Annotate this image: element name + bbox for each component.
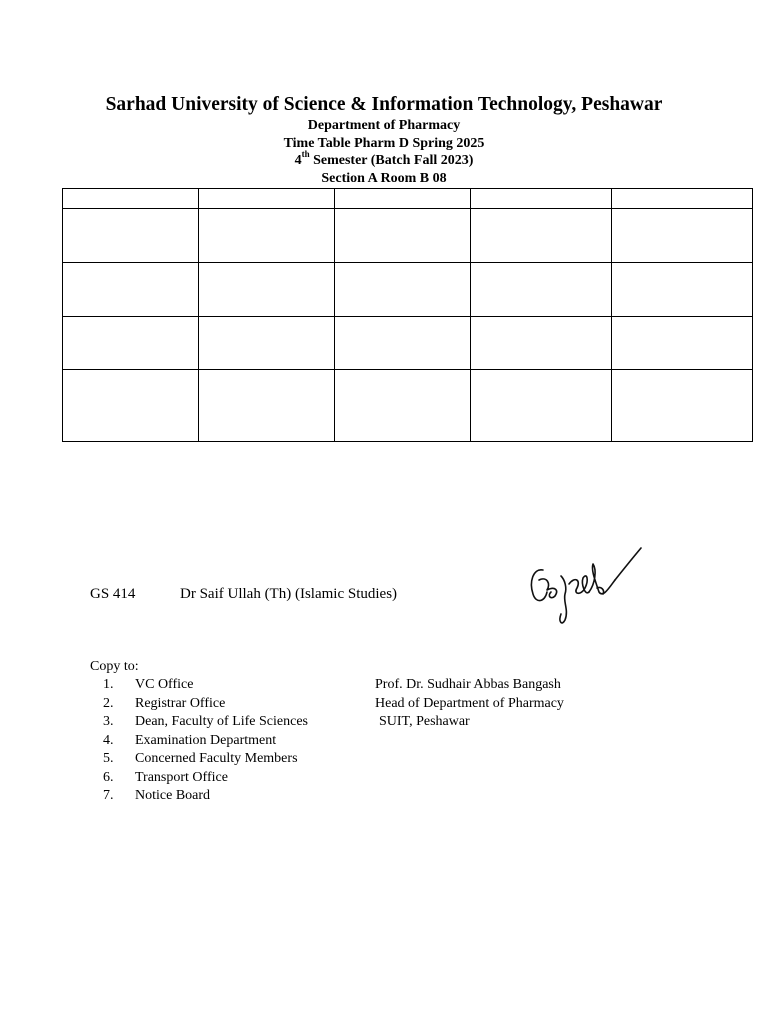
semester-ordinal-suffix: th (301, 149, 310, 160)
table-cell (63, 370, 199, 442)
semester-text: Semester (Batch Fall 2023) (309, 153, 474, 168)
copy-to-label: Copy to: (90, 659, 139, 674)
signatory-designation: Head of Department of Pharmacy (375, 695, 564, 711)
list-text: VC Office (135, 677, 194, 692)
table-cell (612, 317, 753, 370)
signatory-name: Prof. Dr. Sudhair Abbas Bangash (375, 677, 561, 692)
table-cell (199, 209, 335, 263)
table-cell (612, 189, 753, 209)
table-row (63, 317, 753, 370)
list-number: 2. (103, 695, 114, 711)
table-cell (335, 317, 471, 370)
table-row (63, 189, 753, 209)
list-item (90, 732, 308, 751)
list-item (90, 750, 308, 769)
semester-number: 4 (294, 153, 302, 168)
list-text: Examination Department (135, 732, 277, 748)
timetable-grid (62, 188, 753, 442)
list-number: 1. (103, 677, 114, 692)
course-assignment (90, 586, 397, 603)
table-cell (471, 317, 612, 370)
table-cell (612, 370, 753, 442)
table-cell (63, 317, 199, 370)
table-cell (471, 370, 612, 442)
table-cell (612, 263, 753, 317)
table-cell (199, 317, 335, 370)
section-room: Section A Room B 08 (321, 171, 447, 186)
list-item (90, 676, 308, 695)
course-code: GS 414 (90, 586, 136, 602)
table-cell (63, 263, 199, 317)
table-cell (612, 209, 753, 263)
department-name: Department of Pharmacy (307, 118, 461, 133)
table-cell (471, 209, 612, 263)
table-cell (199, 263, 335, 317)
handwritten-signature (525, 540, 650, 628)
table-cell (335, 189, 471, 209)
signatory-institution: SUIT, Peshawar (379, 714, 470, 729)
list-number: 5. (103, 751, 114, 766)
table-cell (199, 189, 335, 209)
list-number: 6. (103, 769, 114, 785)
list-item (90, 713, 308, 732)
table-cell (471, 263, 612, 317)
timetable-title: Time Table Pharm D Spring 2025 (283, 136, 485, 151)
signatory-block (375, 676, 564, 732)
course-instructor: Dr Saif Ullah (Th) (Islamic Studies) (180, 586, 398, 602)
list-text: Concerned Faculty Members (135, 751, 298, 766)
table-cell (63, 209, 199, 263)
table-row (63, 263, 753, 317)
table-cell (335, 263, 471, 317)
list-text: Transport Office (135, 769, 228, 785)
list-text: Dean, Faculty of Life Sciences (135, 714, 308, 729)
table-row (63, 370, 753, 442)
list-number: 4. (103, 732, 114, 748)
semester-line (0, 149, 768, 170)
distribution-list (90, 676, 308, 806)
table-row (63, 209, 753, 263)
table-cell (471, 189, 612, 209)
table-cell (335, 209, 471, 263)
table-cell (199, 370, 335, 442)
list-item (90, 787, 308, 806)
list-item (90, 769, 308, 788)
table-cell (335, 370, 471, 442)
list-item (90, 695, 308, 714)
list-number: 3. (103, 714, 114, 729)
list-text: Notice Board (135, 788, 211, 803)
list-number: 7. (103, 788, 114, 803)
university-title: Sarhad University of Science & Information Technology, Peshawar (105, 94, 663, 115)
list-text: Registrar Office (135, 695, 226, 711)
table-cell (63, 189, 199, 209)
